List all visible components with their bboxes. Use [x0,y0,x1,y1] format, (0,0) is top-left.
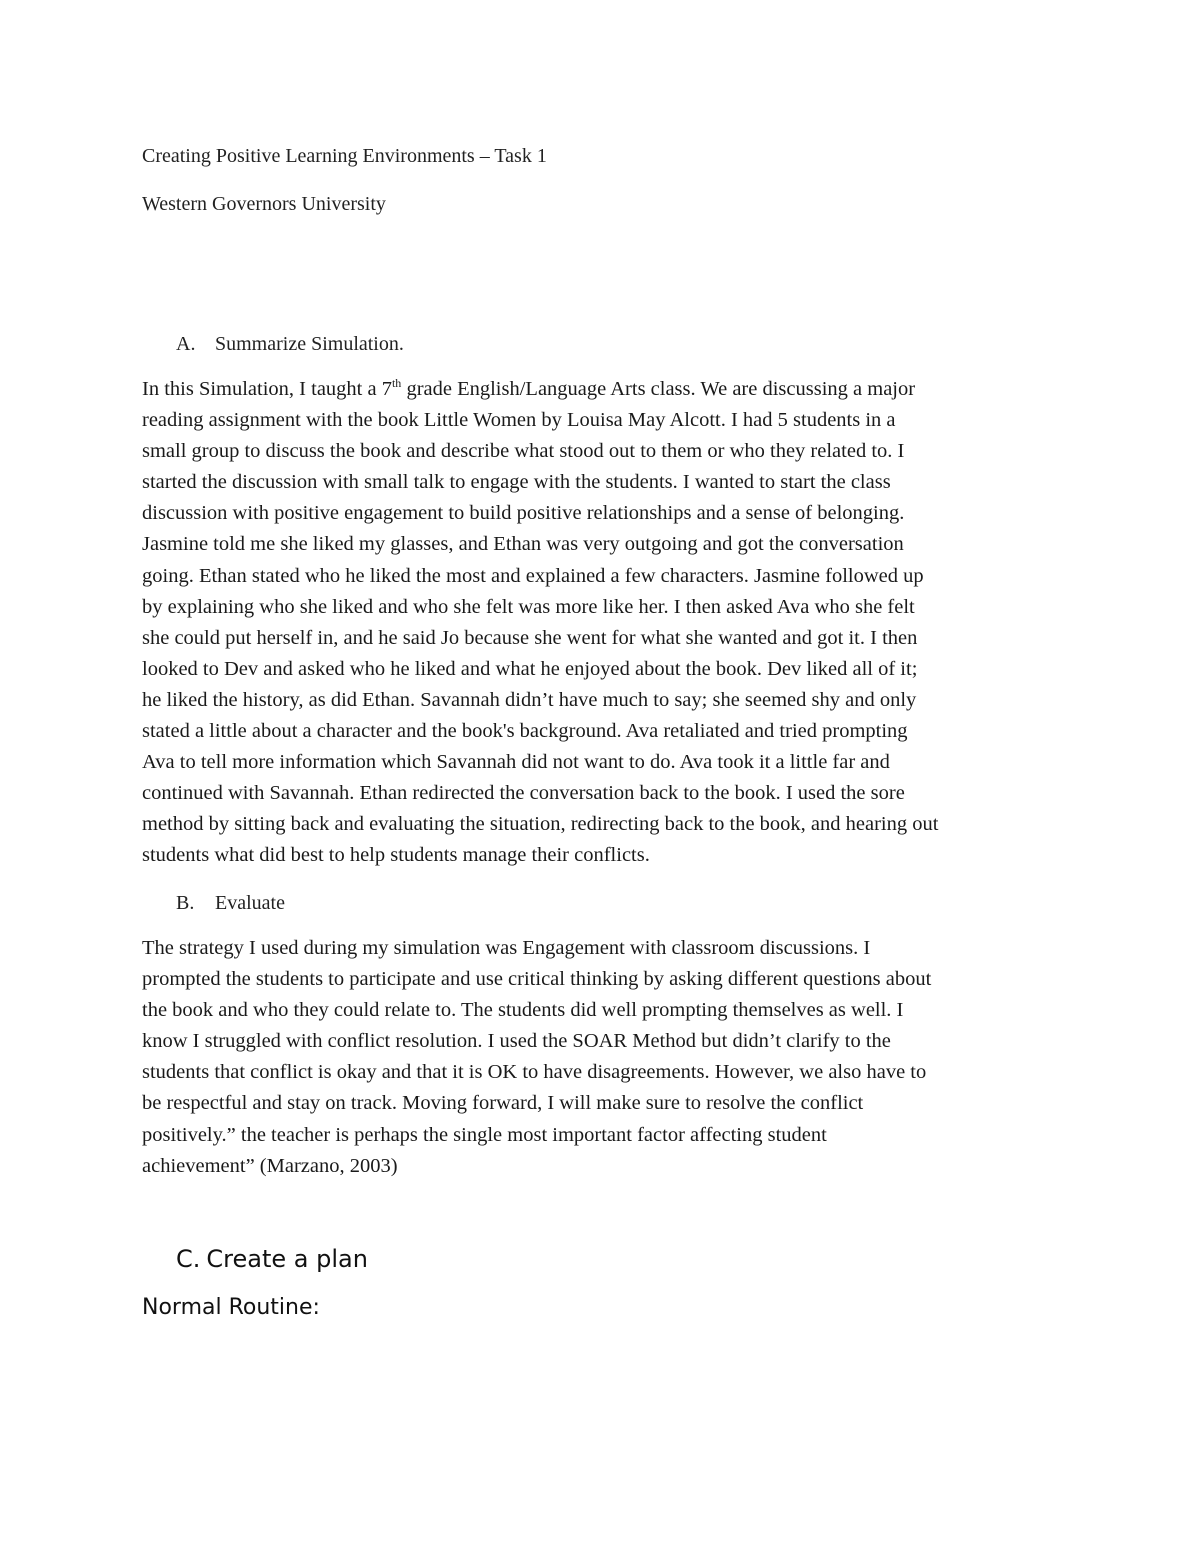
paragraph-line: achievement” (Marzano, 2003) [142,1154,398,1177]
section-a-marker: A. [176,333,196,355]
paragraph-line: by explaining who she liked and who she felt was more like her. I then asked Ava who she felt [142,595,915,618]
paragraph-line: the book and who they could relate to. The students did well prompting themselves as well. I [142,999,904,1022]
section-c-heading [176,1243,368,1275]
paragraph-line: know I struggled with conflict resolution. I used the SOAR Method but didn’t clarify to the [142,1030,891,1053]
paragraph-line: Jasmine told me she liked my glasses, and Ethan was very outgoing and got the conversation [142,533,904,556]
line1-text: In this Simulation, I taught a 7 [142,378,392,400]
paragraph-line: discussion with positive engagement to build positive relationships and a sense of belonging. [142,502,905,525]
paragraph-line: stated a little about a character and the book's background. Ava retaliated and tried prompting [142,720,908,743]
paragraph-line: students what did best to help students manage their conflicts. [142,844,650,867]
document-subtitle: Western Governors University [142,193,386,215]
section-a-paragraph [142,374,1067,872]
paragraph-line: Ava to tell more information which Savannah did not want to do. Ava took it a little far and [142,751,890,774]
paragraph-line: positively.” the teacher is perhaps the single most important factor affecting student [142,1123,827,1146]
document-title: Creating Positive Learning Environments – Task 1 [142,145,547,167]
section-b-paragraph [142,933,1067,1182]
paragraph-line: students that conflict is okay and that it is OK to have disagreements. However, we also have to [142,1061,927,1084]
section-b-title: Evaluate [215,892,285,914]
paragraph-line: going. Ethan stated who he liked the most and explained a few characters. Jasmine followed up [142,564,924,587]
line1-text-continued: grade English/Language Arts class. We are discussing a major [401,378,916,400]
section-a-heading [142,330,404,358]
paragraph-line: reading assignment with the book Little Women by Louisa May Alcott. I had 5 students in a [142,409,896,432]
paragraph-line: method by sitting back and evaluating the situation, redirecting back to the book, and hearing out [142,813,939,836]
paragraph-line: small group to discuss the book and describe what stood out to them or who they related to. I [142,440,905,463]
section-c-title: Create a plan [206,1245,368,1273]
paragraph-line: he liked the history, as did Ethan. Savannah didn’t have much to say; she seemed shy and only [142,688,917,711]
ordinal-superscript: th [391,376,402,390]
paragraph-line: looked to Dev and asked who he liked and what he enjoyed about the book. Dev liked all of it; [142,657,918,680]
normal-routine-subheading: Normal Routine: [142,1295,320,1320]
section-b-marker: B. [176,892,195,914]
paragraph-line: she could put herself in, and he said Jo because she went for what she wanted and got it. I then [142,626,918,649]
paragraph-line: prompted the students to participate and use critical thinking by asking different questions about [142,968,932,991]
paragraph-line [142,374,1067,405]
paragraph-line: continued with Savannah. Ethan redirected the conversation back to the book. I used the sore [142,782,905,805]
section-a-title: Summarize Simulation. [215,333,404,355]
paragraph-line: started the discussion with small talk to engage with the students. I wanted to start the class [142,471,891,494]
section-c-marker: C. [176,1245,201,1273]
paragraph-line: be respectful and stay on track. Moving forward, I will make sure to resolve the conflict [142,1092,864,1115]
paragraph-line: The strategy I used during my simulation was Engagement with classroom discussions. I [142,937,871,959]
section-b-heading [142,889,285,917]
